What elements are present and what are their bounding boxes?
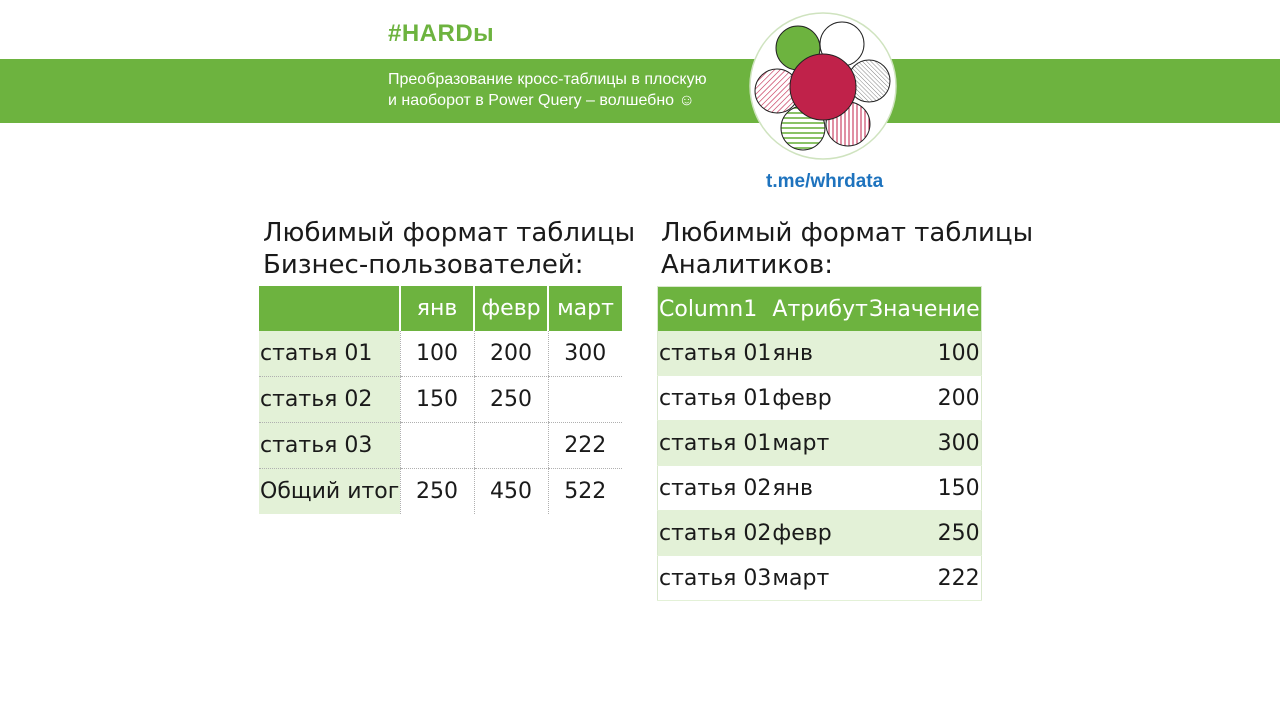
table-cell: 250 [474,377,548,423]
flat-header-cell: Атрибут [771,287,868,332]
table-cell: 200 [474,331,548,377]
left-heading-line-2: Бизнес-пользователей: [263,250,584,280]
row-label: статья 03 [259,423,400,469]
left-heading [263,217,635,281]
table-cell: март [771,556,868,601]
cross-header-cell: февр [474,286,548,331]
table-cell: 100 [400,331,474,377]
flower-logo-icon [748,11,898,161]
table-row [658,466,982,511]
table-row [658,511,982,556]
right-heading-line-1: Любимый формат таблицы [661,218,1034,248]
table-cell: статья 01 [658,331,772,376]
table-cell: 450 [474,469,548,515]
table-cell: 150 [400,377,474,423]
table-row [259,377,622,423]
table-cell: 222 [548,423,622,469]
cross-header-cell: март [548,286,622,331]
table-row [658,556,982,601]
header-subtitle [388,69,707,111]
table-cell: 250 [868,511,981,556]
total-row [259,469,622,515]
table-cell: статья 03 [658,556,772,601]
table-cell: 100 [868,331,981,376]
flat-header-cell: Column1 [658,287,772,332]
flat-table [657,286,982,601]
table-cell: 300 [548,331,622,377]
cross-header-cell [259,286,400,331]
row-label: статья 02 [259,377,400,423]
right-heading [661,217,1033,281]
left-heading-line-1: Любимый формат таблицы [263,218,636,248]
table-cell: 200 [868,376,981,421]
flat-table-header-row [658,287,982,332]
table-row [658,421,982,466]
table-cell: янв [771,331,868,376]
table-cell: статья 02 [658,511,772,556]
table-cell: 250 [400,469,474,515]
table-cell [474,423,548,469]
table-cell: 222 [868,556,981,601]
table-cell: февр [771,376,868,421]
cross-header-cell: янв [400,286,474,331]
table-cell: 300 [868,421,981,466]
table-cell [548,377,622,423]
table-row [259,423,622,469]
hashtag-title: #HARDы [388,20,495,47]
subtitle-line-1: Преобразование кросс-таблицы в плоскую [388,71,707,88]
row-label: Общий итог [259,469,400,515]
table-cell: 150 [868,466,981,511]
row-label: статья 01 [259,331,400,377]
table-row [658,376,982,421]
table-cell: февр [771,511,868,556]
flat-header-cell: Значение [868,287,981,332]
table-row [658,331,982,376]
table-cell: статья 02 [658,466,772,511]
table-cell: статья 01 [658,421,772,466]
cross-table-header-row [259,286,622,331]
subtitle-line-2: и наоборот в Power Query – волшебно ☺ [388,92,695,109]
right-heading-line-2: Аналитиков: [661,250,833,280]
telegram-link[interactable]: t.me/whrdata [766,171,884,192]
table-row [259,331,622,377]
table-cell: янв [771,466,868,511]
table-cell: статья 01 [658,376,772,421]
table-cell: март [771,421,868,466]
cross-table [259,286,622,514]
table-cell: 522 [548,469,622,515]
table-cell [400,423,474,469]
